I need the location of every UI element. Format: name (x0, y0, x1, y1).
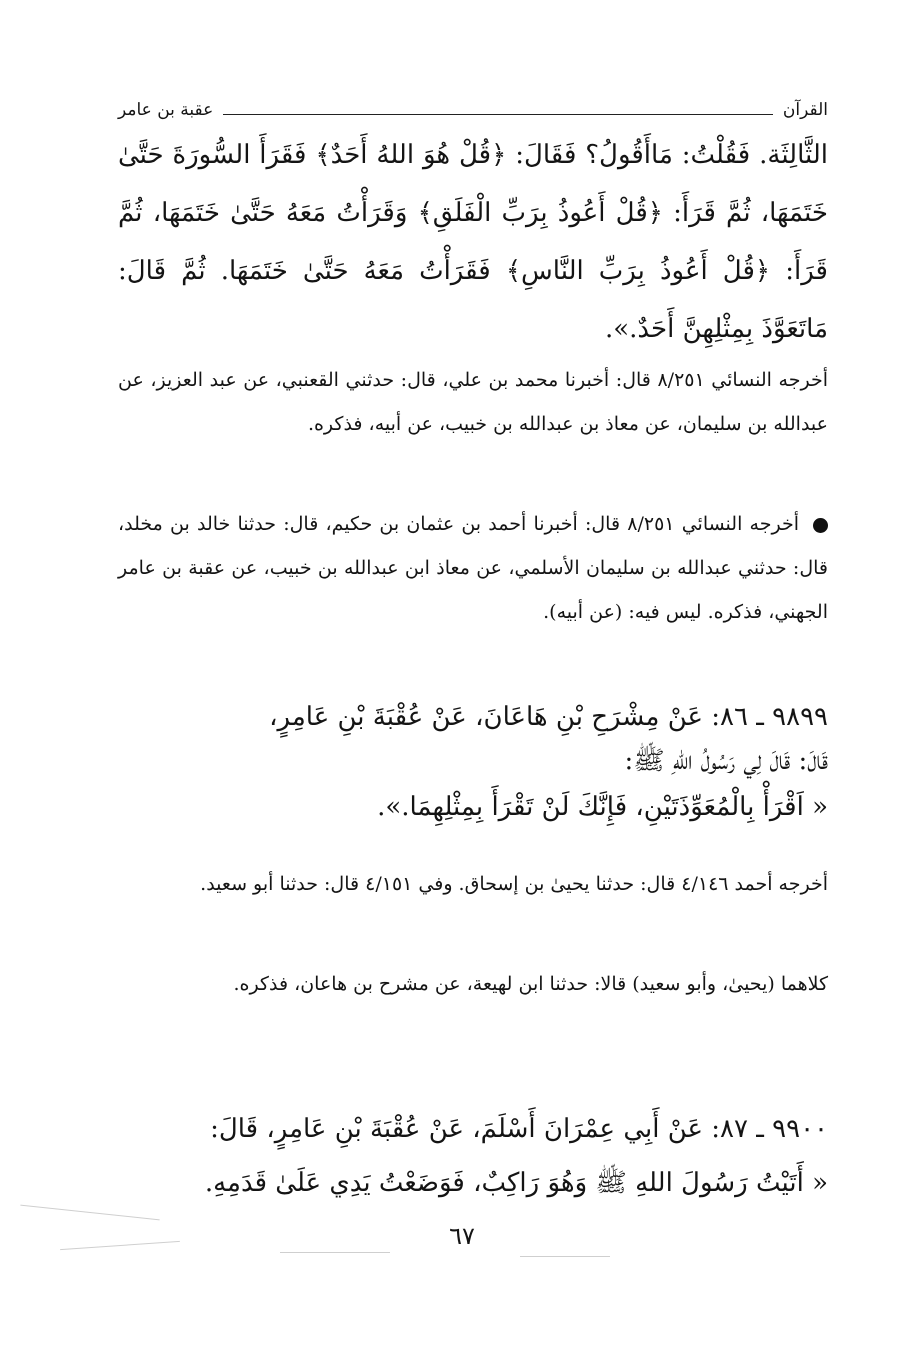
page-number: ٦٧ (449, 1222, 475, 1250)
source-note-chain: كلاهما (يحيىٰ، وأبو سعيد) قالا: حدثنا ابن لهيعة، عن مشرح بن هاعان، فذكره. (233, 973, 828, 995)
paper-scan-mark (280, 1252, 390, 1253)
header-section-title: القرآن (782, 100, 828, 120)
header-rule (223, 114, 773, 115)
bullet-icon (813, 518, 828, 533)
hadith-continuation-text: الثَّالِثَة. فَقُلْتُ: مَاأَقُولُ؟ فَقَالَ: ﴿قُلْ هُوَ اللهُ أَحَدٌ﴾ فَقَرَأَ السُّورَةَ حَتَّىٰ خَتَمَهَا، ثُمَّ قَرَأَ: ﴿قُلْ أَعُوذُ بِرَبِّ الْفَلَقِ﴾ وَقَرَأْتُ مَعَهُ حَتَّىٰ خَتَمَهَا، ثُمَّ قَرَأَ: ﴿قُلْ أَعُوذُ بِرَبِّ النَّاسِ﴾ فَقَرَأْتُ مَعَهُ حَتَّىٰ خَتَمَهَا. ثُمَّ قَالَ: مَاتَعَوَّذَ بِمِثْلِهِنَّ أَحَدٌ.». (118, 140, 828, 344)
hadith-9900 (118, 1100, 828, 1212)
hadith-9900-matn: « أَتَيْتُ رَسُولَ اللهِ ﷺ وَهُوَ رَاكِبٌ، فَوَضَعْتُ يَدِي عَلَىٰ قَدَمِهِ. (204, 1168, 828, 1198)
hadith-9899-intro: قَالَ: قَالَ لِي رَسُولُ اللهِ ﷺ: (624, 746, 828, 776)
hadith-9899-isnad: ٩٨٩٩ ـ ٨٦: عَنْ مِشْرَحِ بْنِ هَاعَانَ، عَنْ عُقْبَةَ بْنِ عَامِرٍ، (269, 702, 828, 732)
source-note-nasai-2-text: أخرجه النسائي ٨/٢٥١ قال: أخبرنا أحمد بن عثمان بن حكيم، قال: حدثنا خالد بن مخلد، قال: حدثني عبدالله بن سليمان الأسلمي، عن معاذ ابن عبدالله بن خبيب، عن عقبة بن عامر الجهني، فذكره. ليس فيه: (عن أبيه). (118, 513, 828, 623)
source-note-nasai-1: أخرجه النسائي ٨/٢٥١ قال: أخبرنا محمد بن علي، قال: حدثني القعنبي، عن عبد العزيز، عن عبدالله بن سليمان، عن معاذ بن عبدالله بن خبيب، عن أبيه، فذكره. (118, 369, 828, 435)
paper-scan-mark (520, 1256, 610, 1257)
source-note-ahmad: أخرجه أحمد ٤/١٤٦ قال: حدثنا يحيىٰ بن إسحاق. وفي ٤/١٥١ قال: حدثنا أبو سعيد. (200, 873, 828, 895)
running-header (118, 98, 828, 120)
source-note-nasai-2 (118, 502, 828, 634)
header-chapter-title: عقبة بن عامر (118, 100, 214, 120)
hadith-9900-isnad: ٩٩٠٠ ـ ٨٧: عَنْ أَبِي عِمْرَانَ أَسْلَمَ، عَنْ عُقْبَةَ بْنِ عَامِرٍ، قَالَ: (210, 1114, 828, 1144)
hadith-9899-matn: « اَقْرَأْ بِالْمُعَوِّذَتَيْنِ، فَإِنَّكَ لَنْ تَقْرَأَ بِمِثْلِهِمَا.». (377, 792, 828, 822)
hadith-9899 (118, 688, 828, 836)
